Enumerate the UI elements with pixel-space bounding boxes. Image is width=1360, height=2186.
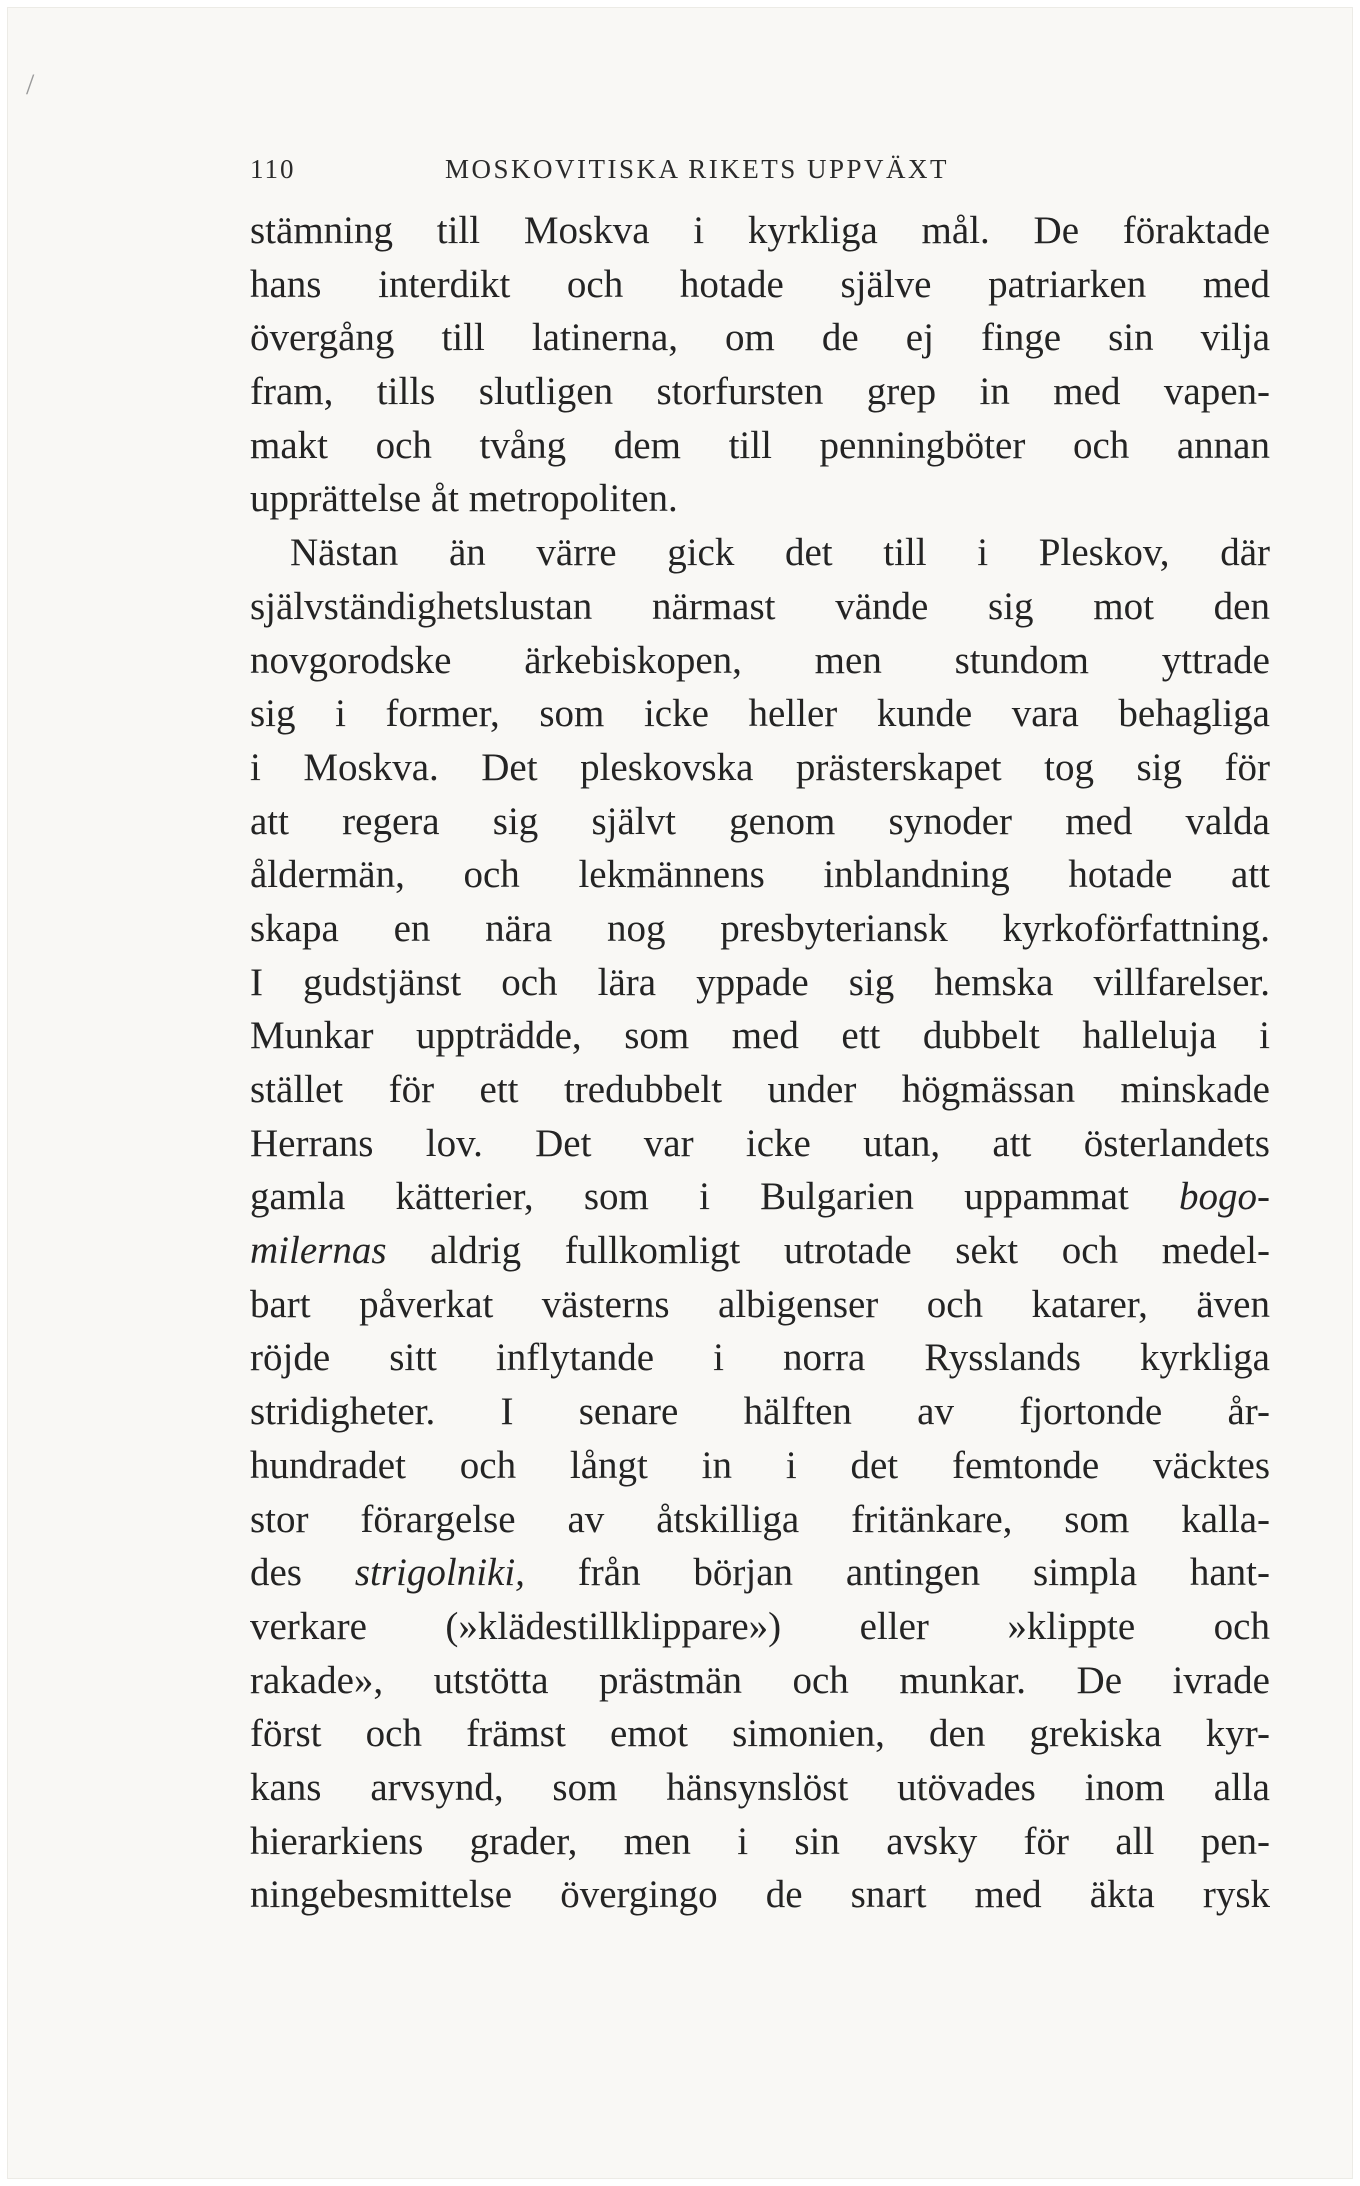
margin-mark: / (26, 68, 35, 101)
italic-term: milernas (250, 1229, 387, 1273)
text-line (250, 1009, 1270, 1063)
text-line (250, 472, 1270, 526)
line-text: övergång till latinerna, om de ej finge sin vilja (250, 316, 1270, 360)
text-line (250, 1385, 1270, 1439)
page-number: 110 (250, 154, 296, 184)
italic-term: strigolniki, (354, 1551, 525, 1595)
line-text: självständighetslustan närmast vände sig mot den (250, 584, 1270, 628)
line-text: hierarkiens grader, men i sin avsky för all pen- (250, 1819, 1270, 1863)
line-text: rakade», utstötta prästmän och munkar. De ivrade (250, 1658, 1270, 1702)
italic-term: bogo- (1179, 1175, 1270, 1219)
text-line (250, 1224, 1270, 1278)
text-line (250, 1439, 1270, 1493)
text-line (250, 795, 1270, 849)
text-line (250, 580, 1270, 634)
text-line (250, 687, 1270, 741)
line-text: upprättelse åt metropoliten. (250, 477, 678, 521)
text-line (250, 1063, 1270, 1117)
text-line (250, 1868, 1270, 1922)
text-line (250, 1815, 1270, 1869)
text-line (250, 204, 1270, 258)
line-text: gamla kätterier, som i Bulgarien uppammat (250, 1175, 1179, 1219)
text-line (250, 311, 1270, 365)
line-text: hundradet och långt in i det femtonde väcktes (250, 1443, 1270, 1487)
text-line (250, 419, 1270, 473)
text-line (250, 1170, 1270, 1224)
book-page (8, 8, 1352, 2178)
line-text: ningebesmittelse övergingo de snart med äkta rysk (250, 1873, 1270, 1917)
text-line (250, 1761, 1270, 1815)
line-text: i Moskva. Det pleskovska prästerskapet tog sig för (250, 745, 1270, 789)
text-line (250, 1600, 1270, 1654)
text-line (250, 956, 1270, 1010)
line-text: aldrig fullkomligt utrotade sekt och medel- (386, 1229, 1270, 1273)
line-text: först och främst emot simonien, den grekiska kyr- (250, 1712, 1270, 1756)
line-text: makt och tvång dem till penningböter och annan (250, 423, 1270, 467)
line-text: stämning till Moskva i kyrkliga mål. De föraktade (250, 209, 1270, 252)
text-line (250, 1331, 1270, 1385)
text-line (250, 1493, 1270, 1547)
line-text: stor förargelse av åtskilliga fritänkare, som kalla- (250, 1497, 1270, 1541)
line-text: åldermän, och lekmännens inblandning hotade att (250, 853, 1270, 897)
text-line (250, 1117, 1270, 1171)
line-text: att regera sig självt genom synoder med valda (250, 799, 1270, 843)
text-line (250, 1654, 1270, 1708)
text-line (250, 1707, 1270, 1761)
running-head (250, 154, 1050, 190)
line-text: novgorodske ärkebiskopen, men stundom yttrade (250, 638, 1270, 682)
line-text: verkare (»klädestillklippare») eller »klippte och (250, 1604, 1270, 1648)
text-line (250, 365, 1270, 419)
line-text: röjde sitt inflytande i norra Rysslands kyrkliga (250, 1336, 1270, 1380)
text-line (250, 526, 1270, 580)
line-text: Nästan än värre gick det till i Pleskov, där (290, 531, 1270, 575)
running-title: MOSKOVITISKA RIKETS UPPVÄXT (445, 154, 950, 184)
line-text: stridigheter. I senare hälften av fjortonde år- (250, 1390, 1270, 1434)
line-text: skapa en nära nog presbyteriansk kyrkoförfattning. (250, 906, 1270, 950)
line-text: bart påverkat västerns albigenser och katarer, även (250, 1282, 1270, 1326)
line-text: fram, tills slutligen storfursten grep in med vapen- (250, 370, 1270, 414)
line-text: hans interdikt och hotade själve patriarken med (250, 262, 1270, 306)
text-line (250, 258, 1270, 312)
line-text: des (250, 1551, 355, 1595)
line-text: kans arvsynd, som hänsynslöst utövades inom alla (250, 1765, 1270, 1809)
line-text: Herrans lov. Det var icke utan, att österlandets (250, 1121, 1270, 1165)
text-line (250, 1546, 1270, 1600)
line-text: från början antingen simpla hant- (524, 1551, 1270, 1595)
text-line (250, 848, 1270, 902)
text-line (250, 1278, 1270, 1332)
line-text: stället för ett tredubbelt under högmässan minskade (250, 1068, 1270, 1111)
text-line (250, 741, 1270, 795)
text-line (250, 634, 1270, 688)
line-text: sig i former, som icke heller kunde vara behagliga (250, 692, 1270, 736)
line-text: I gudstjänst och lära yppade sig hemska villfarelser. (250, 960, 1270, 1004)
text-line (250, 902, 1270, 956)
body-text (250, 204, 1270, 1922)
line-text: Munkar uppträdde, som med ett dubbelt halleluja i (250, 1014, 1270, 1058)
